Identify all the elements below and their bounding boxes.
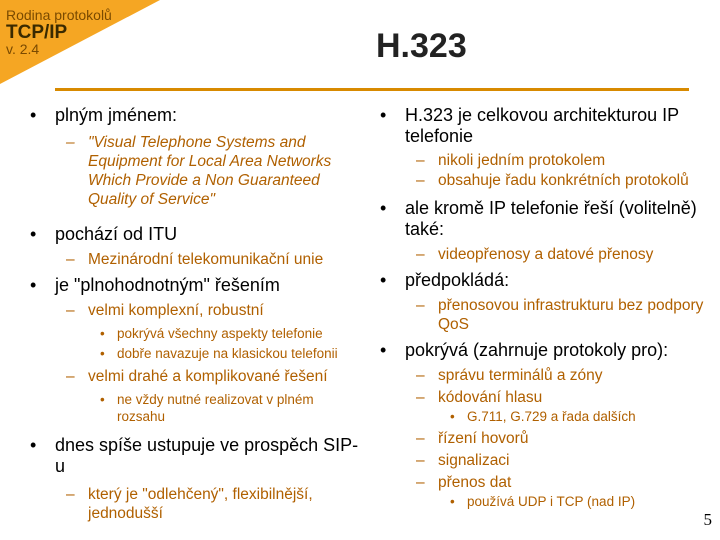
- sub-not-one: – nikoli jedním protokolem: [380, 151, 715, 170]
- item-aspects: • pokrývá všechny aspekty telefonie: [30, 325, 365, 342]
- sub-sip: – který je "odlehčený", flexibilnější, jednodušší: [30, 485, 365, 523]
- sub-terminals: – správu terminálů a zóny: [380, 366, 715, 385]
- bullet-architecture: • H.323 je celkovou architekturou IP telefonie: [380, 105, 715, 147]
- page-number: 5: [703, 510, 712, 529]
- sub-full-name: – "Visual Telephone Systems and Equipment for Local Area Networks Which Provide a Non Guaranteed Quality of Service": [30, 133, 365, 209]
- title-divider: [55, 88, 689, 91]
- sub-data: – přenos dat: [380, 473, 715, 492]
- item-classic: • dobře navazuje na klasickou telefonii: [30, 345, 365, 362]
- right-column: [380, 100, 715, 510]
- series-title: Rodina protokolů: [6, 7, 112, 23]
- bullet-full-name: • plným jménem:: [30, 105, 365, 126]
- sub-expensive: – velmi drahé a komplikované řešení: [30, 367, 365, 386]
- left-column: [30, 100, 365, 523]
- series-name: TCP/IP: [6, 22, 68, 43]
- bullet-assumes: • předpokládá:: [380, 270, 715, 291]
- item-codecs: • G.711, G.729 a řada dalších: [380, 408, 715, 425]
- sub-robust: – velmi komplexní, robustní: [30, 301, 365, 320]
- bullet-also: • ale kromě IP telefonie řeší (volitelně) také:: [380, 198, 715, 240]
- sub-video: – videopřenosy a datové přenosy: [380, 245, 715, 264]
- version-label: v. 2.4: [6, 41, 40, 57]
- sub-origin: – Mezinárodní telekomunikační unie: [30, 250, 365, 269]
- sub-signaling: – signalizaci: [380, 451, 715, 470]
- item-udp-tcp: • používá UDP i TCP (nad IP): [380, 493, 715, 510]
- sub-coding: – kódování hlasu: [380, 388, 715, 407]
- sub-call-control: – řízení hovorů: [380, 429, 715, 448]
- sub-no-qos: – přenosovou infrastrukturu bez podpory QoS: [380, 296, 715, 334]
- bullet-sip: • dnes spíše ustupuje ve prospěch SIP-u: [30, 435, 365, 477]
- sub-contains: – obsahuje řadu konkrétních protokolů: [380, 173, 715, 189]
- item-not-always: • ne vždy nutné realizovat v plném rozsahu: [30, 391, 365, 425]
- bullet-covers: • pokrývá (zahrnuje protokoly pro):: [380, 340, 715, 361]
- slide-title: H.323: [376, 27, 467, 65]
- bullet-full-solution: • je "plnohodnotným" řešením: [30, 275, 365, 296]
- bullet-origin: • pochází od ITU: [30, 224, 365, 245]
